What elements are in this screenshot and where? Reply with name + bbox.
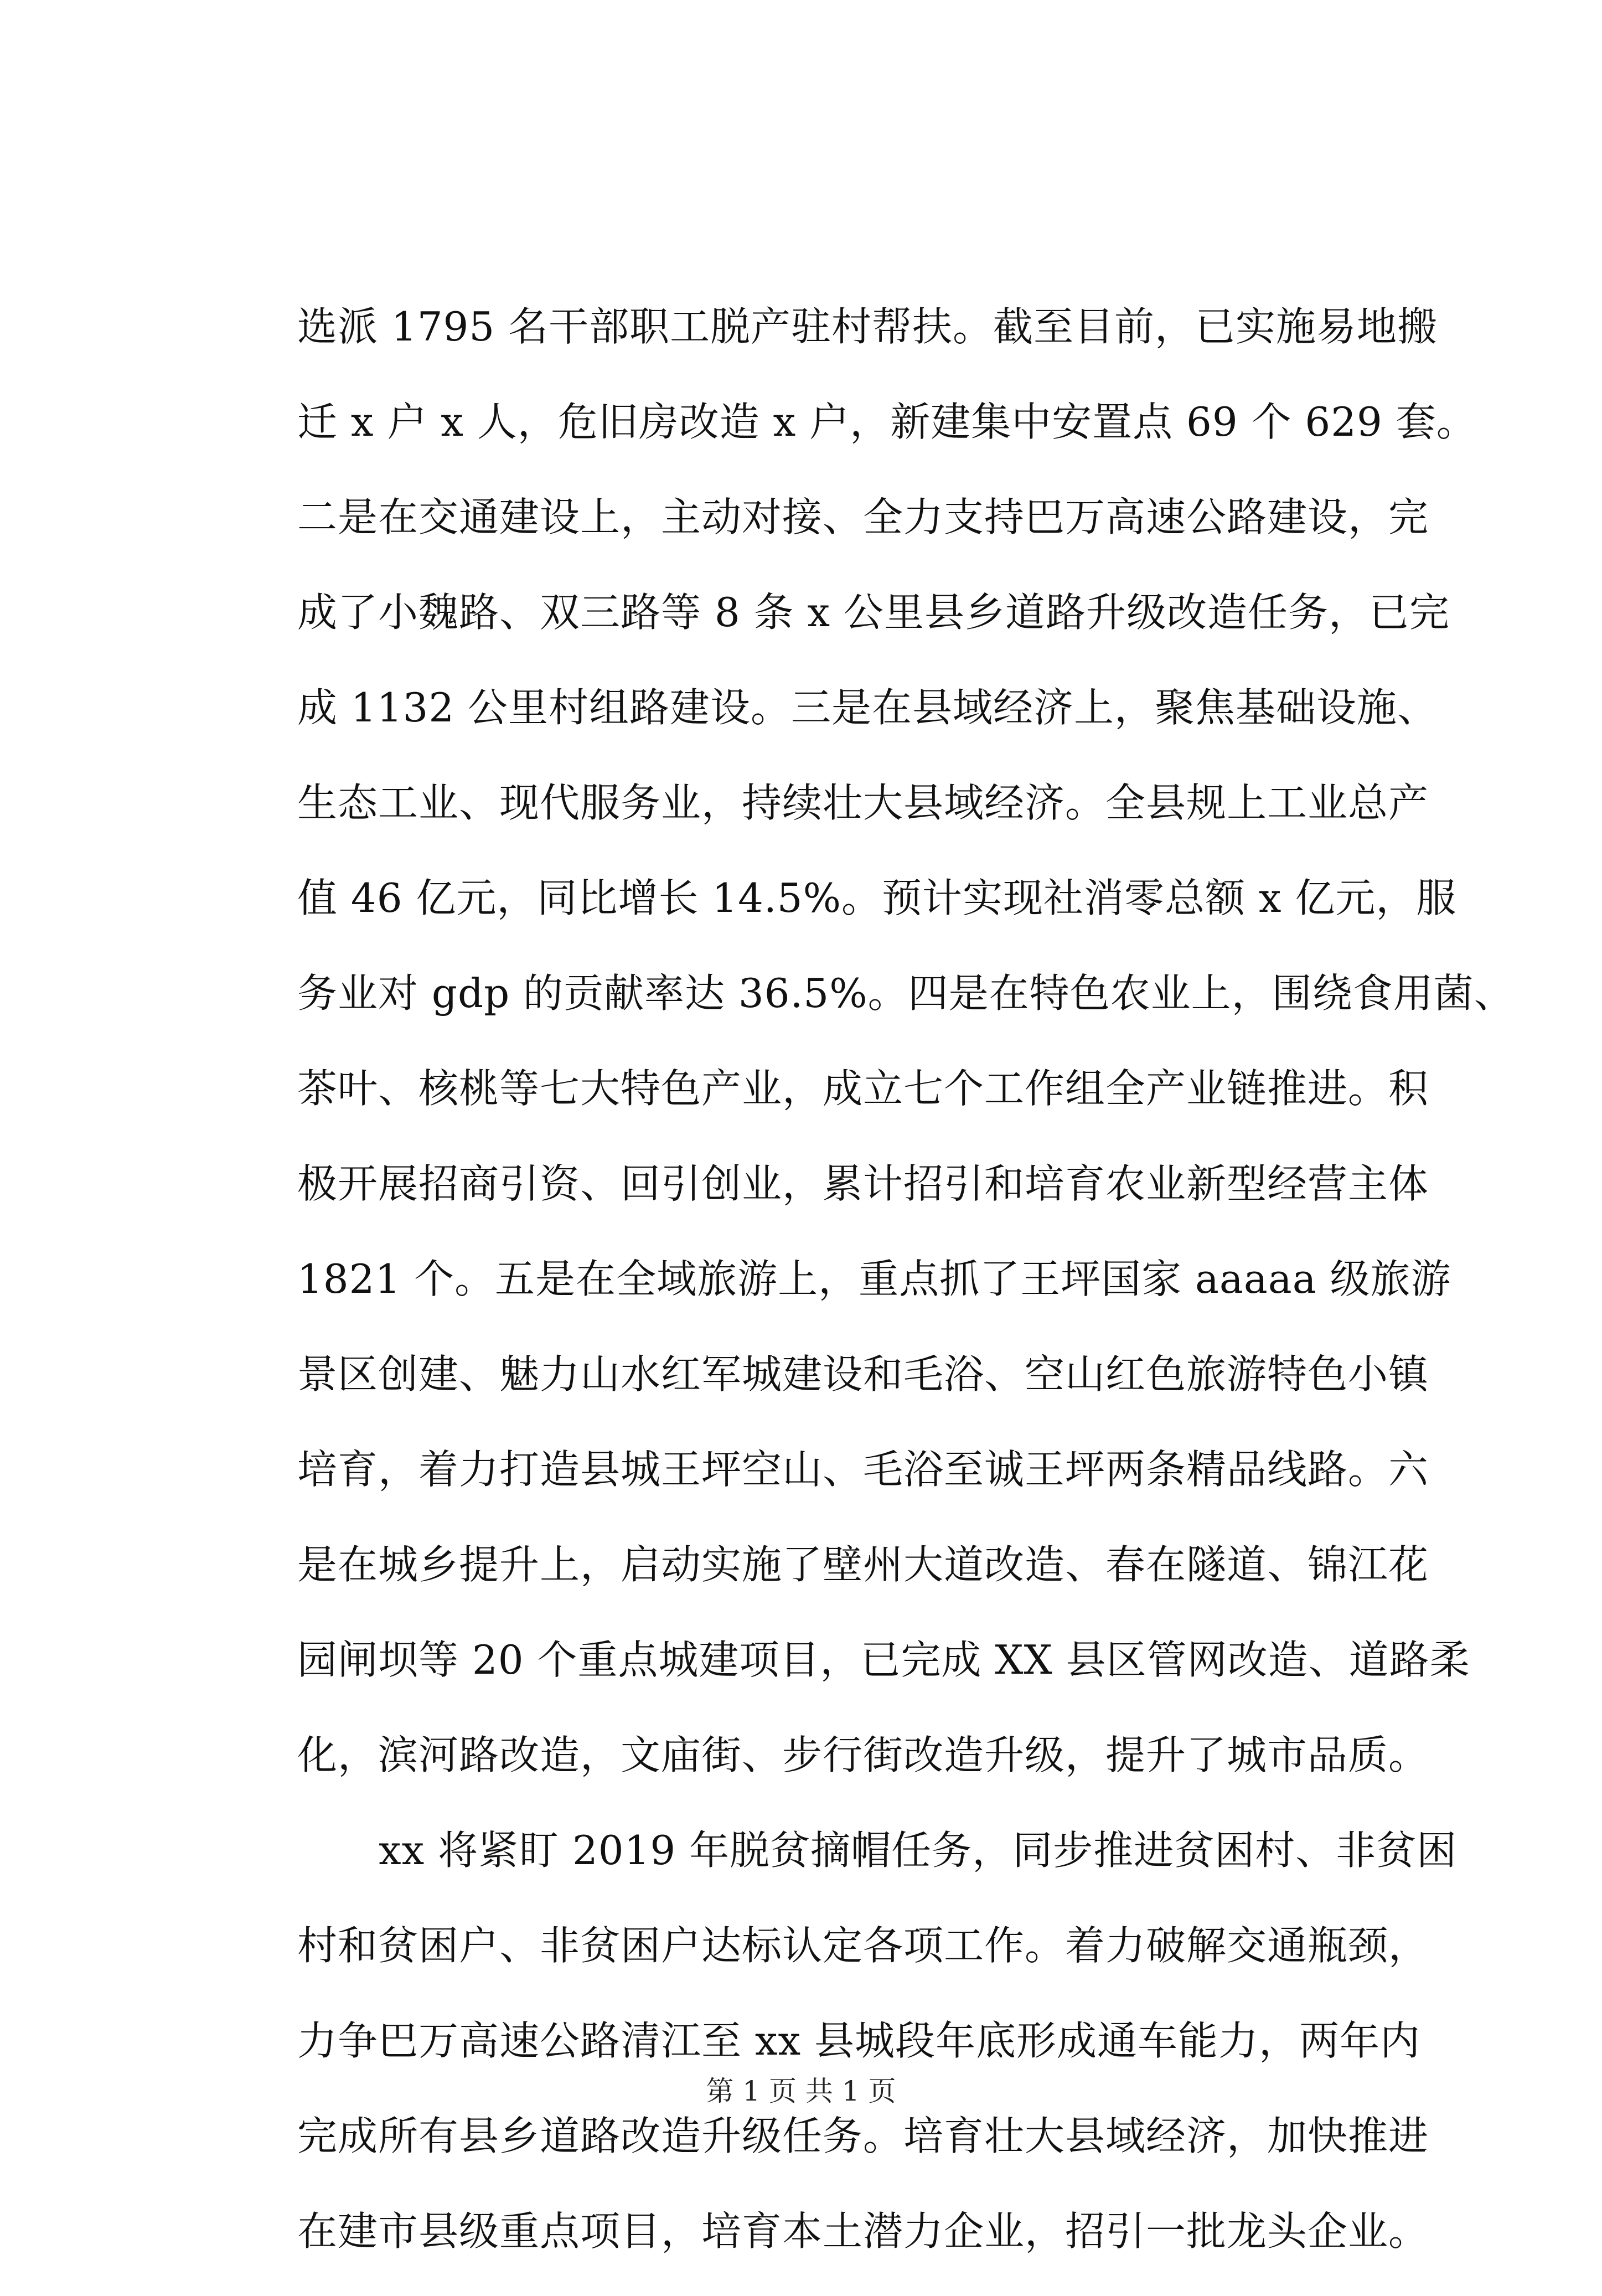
paragraph-1-line: 生态工业、现代服务业，持续壮大县域经济。全县规上工业总产 (297, 780, 1429, 826)
paragraph-1-line: 茶叶、核桃等七大特色产业，成立七个工作组全产业链推进。积 (297, 1065, 1429, 1112)
paragraph-1-line: 迁 x 户 x 人，危旧房改造 x 户，新建集中安置点 69 个 629 套。 (297, 399, 1477, 445)
paragraph-1-line: 成了小魏路、双三路等 8 条 x 公里县乡道路升级改造任务，已完 (297, 589, 1450, 636)
paragraph-1-line: 培育，着力打造县城王坪空山、毛浴至诚王坪两条精品线路。六 (297, 1446, 1429, 1493)
paragraph-2-line: 在建市县级重点项目，培育本土潜力企业，招引一批龙头企业。 (297, 2208, 1429, 2254)
paragraph-1-line: 化，滨河路改造，文庙街、步行街改造升级，提升了城市品质。 (297, 1732, 1429, 1778)
paragraph-1-line: 极开展招商引资、回引创业，累计招引和培育农业新型经营主体 (297, 1160, 1429, 1207)
document-body (297, 296, 1515, 2296)
paragraph-2-line: 力争巴万高速公路清江至 xx 县城段年底形成通车能力，两年内 (297, 2018, 1420, 2064)
paragraph-1-line: 景区创建、魅力山水红军城建设和毛浴、空山红色旅游特色小镇 (297, 1351, 1429, 1397)
paragraph-1-line: 是在城乡提升上，启动实施了壁州大道改造、春在隧道、锦江花 (297, 1541, 1429, 1588)
paragraph-1-line: 成 1132 公里村组路建设。三是在县域经济上，聚焦基础设施、 (297, 684, 1438, 731)
paragraph-2-line: 完成所有县乡道路改造升级任务。培育壮大县域经济，加快推进 (297, 2113, 1429, 2159)
paragraph-1-line: 务业对 gdp 的贡献率达 36.5%。四是在特色农业上，围绕食用菌、 (297, 970, 1515, 1017)
page-footer: 第 1 页 共 1 页 (706, 2075, 896, 2107)
paragraph-1-line: 选派 1795 名干部职工脱产驻村帮扶。截至目前，已实施易地搬 (297, 303, 1438, 350)
paragraph-1-line: 1821 个。五是在全域旅游上，重点抓了王坪国家 aaaaa 级旅游 (297, 1256, 1451, 1302)
paragraph-2-first-line: xx 将紧盯 2019 年脱贫摘帽任务，同步推进贫困村、非贫困 (379, 1827, 1458, 1874)
paragraph-2-line: 村和贫困户、非贫困户达标认定各项工作。着力破解交通瓶颈， (297, 1922, 1429, 1969)
paragraph-1-line: 二是在交通建设上，主动对接、全力支持巴万高速公路建设，完 (297, 494, 1429, 540)
paragraph-1-line: 值 46 亿元，同比增长 14.5%。预计实现社消零总额 x 亿元，服 (297, 875, 1457, 921)
paragraph-1-line: 园闸坝等 20 个重点城建项目，已完成 XX 县区管网改造、道路柔 (297, 1637, 1470, 1683)
